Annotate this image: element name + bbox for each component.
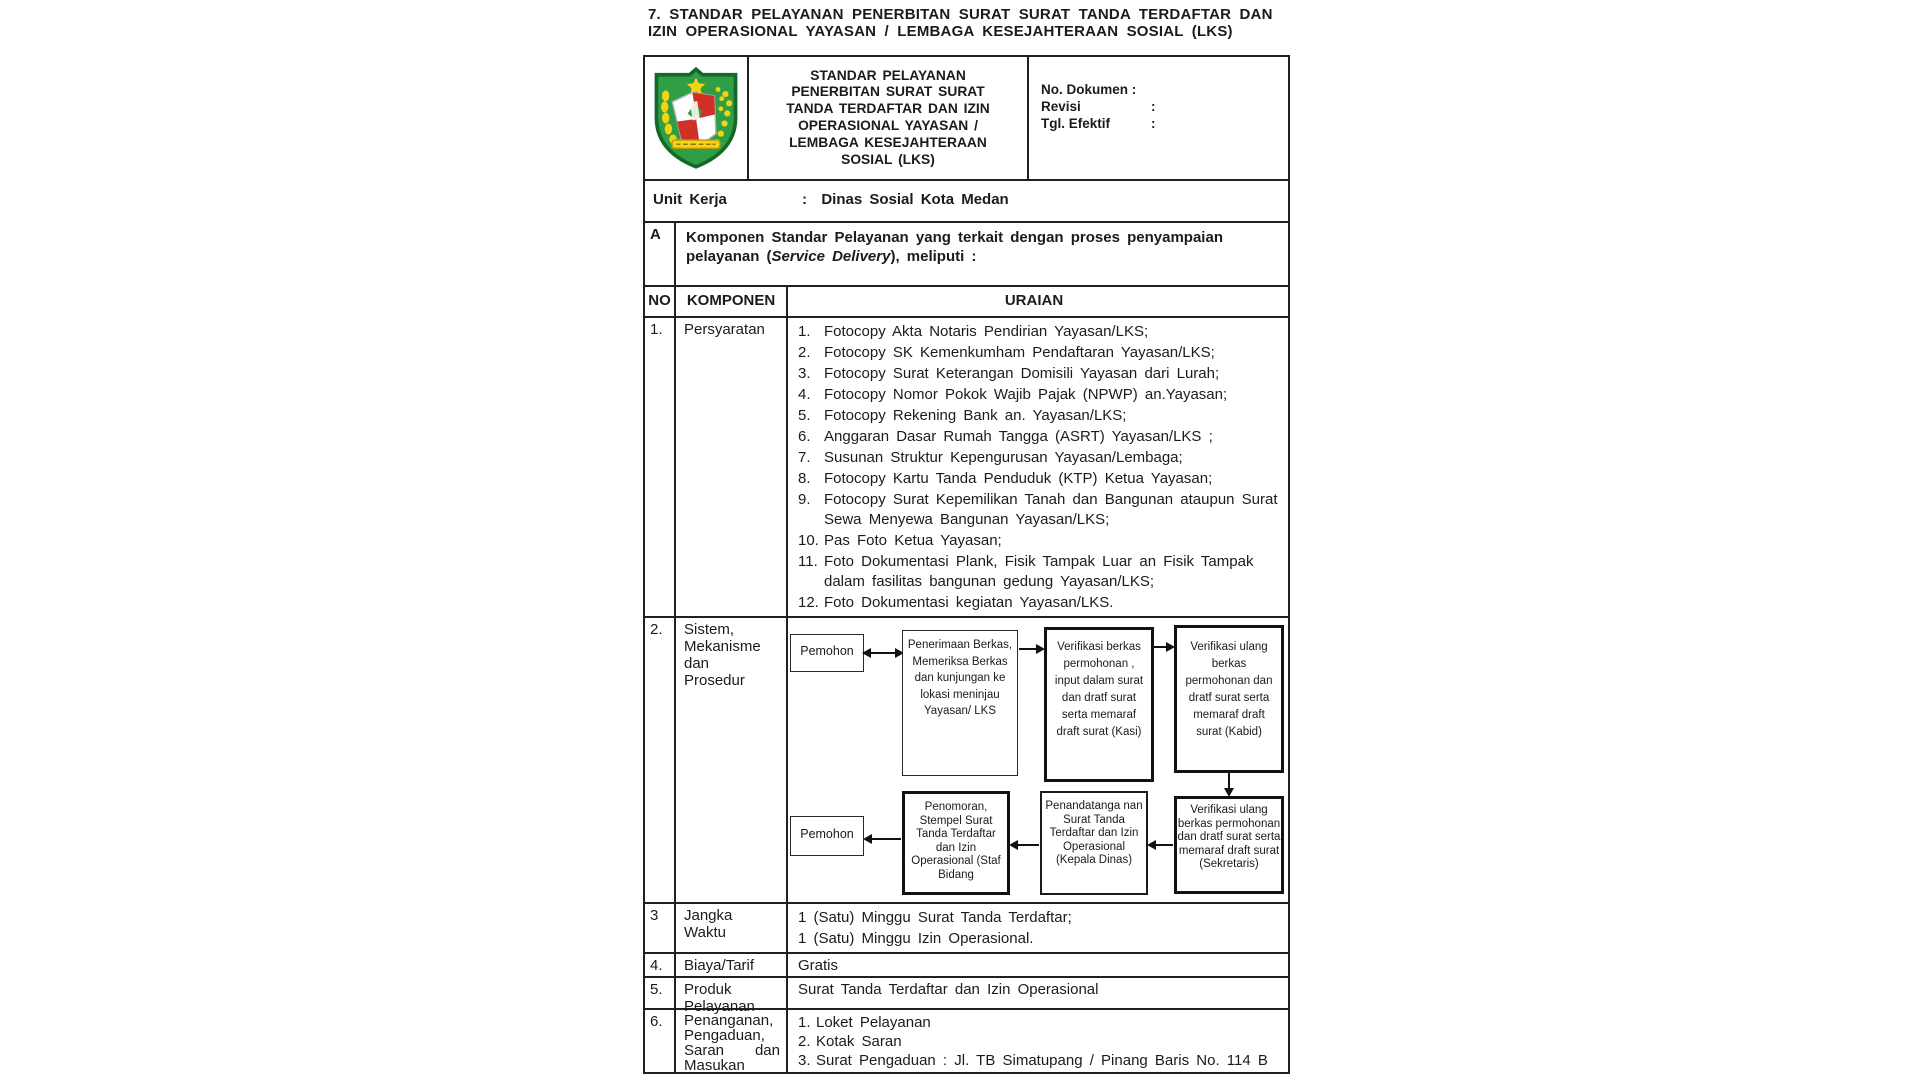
row-number: 6.	[645, 1010, 676, 1072]
komponen-persyaratan: Persyaratan	[676, 318, 788, 616]
komponen-line: Saran dan	[684, 1042, 780, 1059]
list-item	[798, 406, 1280, 426]
unit-kerja-label: Unit Kerja	[653, 191, 727, 208]
header-title-line: TANDA TERDAFTAR DAN IZIN	[786, 101, 990, 117]
komponen-line: Sistem,	[684, 621, 735, 638]
field-colon: :	[1151, 116, 1156, 131]
komponen-prosedur	[676, 618, 788, 902]
item-text: Anggaran Dasar Rumah Tangga (ASRT) Yayasan/LKS ;	[824, 428, 1213, 445]
komponen-line: Produk	[684, 981, 732, 998]
arrow-left	[1149, 844, 1173, 846]
document-info	[1029, 57, 1288, 179]
table-header-row	[643, 287, 1290, 318]
komponen-line: Masukan	[684, 1057, 745, 1074]
list-item	[798, 1051, 1280, 1070]
item-text: Loket Pelayanan	[816, 1014, 931, 1031]
header-title-line: SOSIAL (LKS)	[841, 151, 935, 167]
komponen-line: dan	[684, 655, 710, 672]
item-text: Fotocopy Nomor Pokok Wajib Pajak (NPWP) an.Yayasan;	[824, 386, 1228, 403]
flowchart	[788, 618, 1288, 902]
col-header-uraian: URAIAN	[1004, 292, 1064, 309]
row-jangka-waktu	[643, 904, 1290, 954]
arrow-right	[1019, 648, 1043, 650]
komponen-biaya-tarif: Biaya/Tarif	[676, 954, 788, 976]
item-text: Susunan Struktur Kepengurusan Yayasan/Lembaga;	[824, 449, 1183, 466]
row-number: 5.	[645, 978, 676, 1008]
field-colon: :	[1151, 99, 1156, 114]
item-text: Fotocopy Rekening Bank an. Yayasan/LKS;	[824, 407, 1127, 424]
row-number: 2.	[645, 618, 676, 902]
komponen-line: Waktu	[684, 924, 726, 941]
item-number: 7.	[798, 449, 811, 466]
item-text: Fotocopy Kartu Tanda Penduduk (KTP) Ketua Yayasan;	[824, 470, 1213, 487]
row-pengaduan	[643, 1010, 1290, 1074]
komponen-line: Pelayanan	[684, 998, 755, 1015]
double-arrow	[864, 652, 902, 654]
col-header-komponen: KOMPONEN	[676, 287, 788, 316]
field-label: Revisi	[1041, 99, 1081, 114]
list-item	[798, 364, 1280, 384]
heading-line-1: 7. STANDAR PELAYANAN PENERBITAN SURAT SURAT TANDA TERDAFTAR DAN	[648, 6, 1273, 23]
item-number: 12.	[798, 594, 819, 611]
field-no-dokumen	[1041, 81, 1288, 98]
header-title-line: PENERBITAN SURAT SURAT	[791, 84, 985, 100]
item-number: 6.	[798, 428, 811, 445]
komponen-produk-pelayanan	[676, 978, 788, 1015]
arrow-left	[865, 838, 901, 840]
list-item	[798, 1013, 1280, 1032]
arrow-left	[1011, 844, 1039, 846]
item-number: 11.	[798, 553, 818, 570]
arrow-down	[1228, 773, 1230, 795]
row-produk-pelayanan	[643, 978, 1290, 1015]
item-number: 9.	[798, 491, 811, 508]
item-text: Foto Dokumentasi Plank, Fisik Tampak Luar an Fisik Tampak dalam fasilitas bangunan gedung Yayasan/LKS;	[824, 553, 1254, 590]
list-item	[798, 531, 1280, 551]
komponen-line: Mekanisme	[684, 638, 761, 655]
item-number: 3.	[798, 1052, 811, 1069]
flow-box-pemohon-bottom: Pemohon	[790, 816, 864, 856]
list-item	[798, 552, 1280, 592]
flow-box-verifikasi-kasi: Verifikasi berkas permohonan , input dalam surat dan dratf surat serta memaraf draft surat (Kasi)	[1044, 627, 1154, 782]
section-a-text	[676, 223, 1288, 285]
flow-box-pemohon-top: Pemohon	[790, 634, 864, 672]
row-number: 1.	[645, 318, 676, 616]
unit-kerja-colon: :	[802, 191, 807, 208]
komponen-pengaduan	[676, 1010, 788, 1072]
list-item	[798, 427, 1280, 447]
produk-pelayanan-value: Surat Tanda Terdaftar dan Izin Operasional	[798, 981, 1099, 998]
item-number: 10.	[798, 532, 819, 549]
item-number: 2.	[798, 344, 811, 361]
field-tgl-efektif	[1041, 115, 1288, 132]
item-number: 2.	[798, 1033, 811, 1050]
item-number: 8.	[798, 470, 811, 487]
row-persyaratan	[643, 318, 1290, 618]
item-number: 1.	[798, 1014, 811, 1031]
header-title-line: LEMBAGA KESEJAHTERAAN	[789, 134, 987, 150]
flow-box-penomoran-staf-bidang: Penomoran, Stempel Surat Tanda Terdaftar dan Izin Operasional (Staf Bidang	[902, 791, 1010, 895]
row-number: 4.	[645, 954, 676, 976]
item-text: Fotocopy Surat Keterangan Domisili Yayasan dari Lurah;	[824, 365, 1220, 382]
unit-kerja-value: Dinas Sosial Kota Medan	[821, 191, 1009, 208]
field-label: No. Dokumen	[1041, 82, 1129, 97]
row-prosedur	[643, 618, 1290, 904]
item-text: Fotocopy SK Kemenkumham Pendaftaran Yayasan/LKS;	[824, 344, 1215, 361]
medan-city-emblem-icon	[650, 66, 742, 170]
value-line: 1 (Satu) Minggu Izin Operasional.	[798, 930, 1034, 947]
row-biaya-tarif	[643, 954, 1290, 978]
header-box	[643, 55, 1290, 181]
field-colon: :	[1131, 82, 1137, 97]
section-a-text-tail: ), meliputi :	[890, 248, 977, 265]
pengaduan-list	[788, 1010, 1288, 1072]
list-item	[798, 322, 1280, 342]
list-item	[798, 1032, 1280, 1051]
persyaratan-list	[788, 318, 1288, 616]
biaya-tarif-value: Gratis	[798, 957, 839, 974]
list-item	[798, 593, 1280, 613]
item-number: 4.	[798, 386, 811, 403]
item-text: Pas Foto Ketua Yayasan;	[824, 532, 1002, 549]
komponen-line: Pengaduan,	[684, 1027, 765, 1044]
item-number: 3.	[798, 365, 811, 382]
list-item	[798, 385, 1280, 405]
flow-box-penandatanganan-kepala-dinas: Penandatanga nan Surat Tanda Terdaftar dan Izin Operasional (Kepala Dinas)	[1040, 791, 1148, 895]
list-item	[798, 490, 1280, 530]
item-text: Surat Pengaduan : Jl. TB Simatupang / Pinang Baris No. 114 B	[816, 1052, 1268, 1069]
flow-box-verifikasi-kabid: Verifikasi ulang berkas permohonan dan dratf surat serta memaraf draft surat (Kabid)	[1174, 625, 1284, 773]
flow-box-verifikasi-sekretaris: Verifikasi ulang berkas permohonan dan dratf surat serta memaraf draft surat (Sekretaris)	[1174, 796, 1284, 894]
komponen-line: Jangka	[684, 907, 733, 924]
section-a-text-italic: Service Delivery	[771, 248, 891, 265]
item-number: 1.	[798, 323, 811, 340]
jangka-waktu-value	[788, 904, 1288, 952]
item-text: Fotocopy Akta Notaris Pendirian Yayasan/LKS;	[824, 323, 1149, 340]
section-a-row	[643, 223, 1290, 287]
value-line: 1 (Satu) Minggu Surat Tanda Terdaftar;	[798, 909, 1072, 926]
item-text: Foto Dokumentasi kegiatan Yayasan/LKS.	[824, 594, 1114, 611]
unit-kerja-row	[643, 181, 1290, 223]
heading-line-2: IZIN OPERASIONAL YAYASAN / LEMBAGA KESEJAHTERAAN SOSIAL (LKS)	[648, 23, 1233, 40]
row-number: 3	[645, 904, 676, 952]
document	[643, 0, 1290, 1074]
list-item	[798, 343, 1280, 363]
header-title-line: STANDAR PELAYANAN	[810, 67, 966, 83]
section-a-text-main: Komponen Standar Pelayanan yang terkait dengan proses penyampaian pelayanan (	[686, 229, 1223, 265]
list-item	[798, 448, 1280, 468]
logo-cell	[645, 57, 749, 179]
header-title-line: OPERASIONAL YAYASAN /	[798, 118, 978, 133]
komponen-jangka-waktu	[676, 904, 788, 952]
section-a-code: A	[645, 223, 676, 285]
col-header-no: NO	[645, 287, 676, 316]
item-text: Fotocopy Surat Kepemilikan Tanah dan Bangunan ataupun Surat Sewa Menyewa Bangunan Yayasan/LKS;	[824, 491, 1278, 528]
document-heading	[643, 0, 1290, 40]
item-number: 5.	[798, 407, 811, 424]
field-label: Tgl. Efektif	[1041, 116, 1111, 131]
arrow-right	[1154, 646, 1173, 648]
komponen-line: Prosedur	[684, 672, 745, 689]
item-text: Kotak Saran	[816, 1033, 902, 1050]
header-title	[749, 57, 1029, 179]
komponen-line: Penanganan,	[684, 1012, 774, 1029]
flow-box-penerimaan-berkas: Penerimaan Berkas, Memeriksa Berkas dan kunjungan ke lokasi meninjau Yayasan/ LKS	[902, 630, 1018, 776]
list-item	[798, 469, 1280, 489]
field-revisi	[1041, 98, 1288, 115]
